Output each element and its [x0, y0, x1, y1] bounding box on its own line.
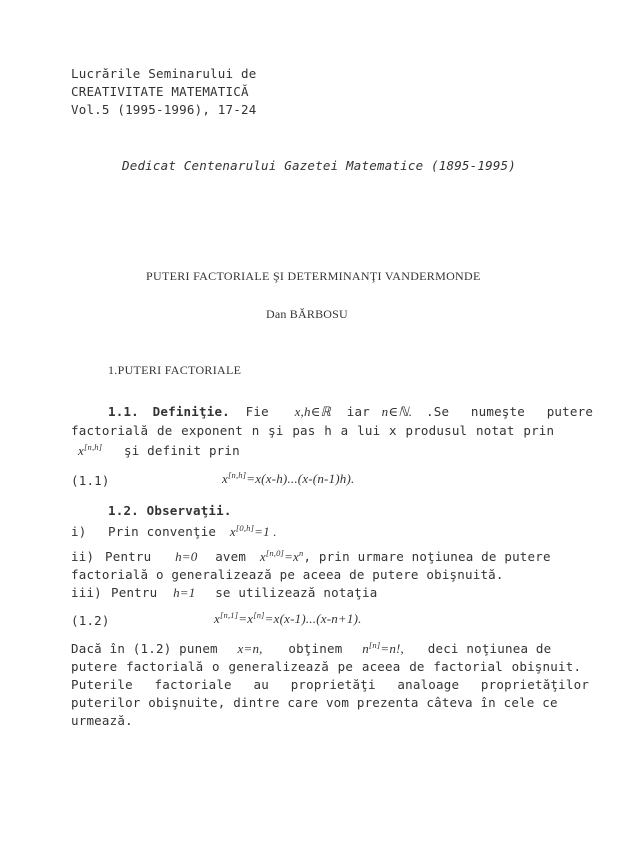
para-l1-b: obţinem: [288, 641, 343, 656]
header-line-2: CREATIVITATE MATEMATICĂ: [71, 84, 249, 99]
definition-text-c: .Se numeşte putere: [426, 404, 594, 419]
paragraph-line-2: putere factorială o generalizează pe aceea de factorial obişnuit.: [71, 659, 582, 674]
observation-i: [108, 524, 277, 540]
eq2-lhs-base: x: [214, 611, 220, 626]
para-l1-m2-rhs: =n!,: [380, 641, 405, 656]
obs-ii-text-1: Pentru: [105, 549, 152, 564]
definition-label: Definiţie.: [152, 404, 230, 419]
definition-symbol-sup: [n,h]: [83, 442, 103, 452]
eq2-rhs: =x(x-1)...(x-n+1).: [264, 611, 362, 626]
header-line-3: Vol.5 (1995-1996), 17-24: [71, 102, 257, 117]
definition-line-3: [78, 443, 240, 459]
observation-iii-label: iii): [71, 585, 102, 600]
observation-iii: [111, 585, 377, 601]
obs-ii-text-2: avem: [215, 549, 247, 564]
page-title: PUTERI FACTORIALE ŞI DETERMINANŢI VANDERMONDE: [146, 269, 481, 283]
obs-i-math-base: x: [229, 524, 236, 539]
paragraph-line-4: puterilor obişnuite, dintre care vom prezenta câteva în cele ce: [71, 695, 558, 710]
author: Dan BĂRBOSU: [266, 307, 348, 321]
para-l1-a: Dacă în (1.2) punem: [71, 641, 218, 656]
para-l1-c: deci noţiunea de: [427, 641, 552, 656]
equation-1-number: (1.1): [71, 473, 110, 488]
observations-heading: 1.2. Observaţii.: [108, 503, 232, 518]
eq1-lhs-sup: [n,h]: [227, 470, 247, 480]
observation-ii-line-1: [105, 549, 551, 565]
equation-1: [222, 471, 354, 487]
definition-line-3-tail: şi definit prin: [123, 443, 240, 458]
eq2-mid-sup: [n]: [253, 610, 265, 620]
para-l1-m2-base: n: [362, 641, 369, 656]
definition-symbol: [78, 443, 102, 458]
eq1-lhs-base: x: [222, 471, 228, 486]
observation-i-label: i): [71, 524, 87, 539]
definition-text-b: iar: [346, 404, 370, 419]
paragraph-line-1: [71, 641, 551, 657]
obs-iii-math: h=1: [173, 585, 196, 600]
obs-ii-math2-rhs: =x: [284, 549, 300, 564]
paragraph-line-5: urmează.: [71, 713, 133, 728]
definition-number: 1.1.: [108, 404, 139, 419]
definition-symbol-base: x: [78, 443, 84, 458]
eq1-rhs: =x(x-h)...(x-(n-1)h).: [246, 471, 355, 486]
eq2-mid-base: =x: [238, 611, 254, 626]
obs-ii-math2-sup: [n,0]: [265, 548, 285, 558]
obs-iii-text-2: se utilizează notaţia: [215, 585, 378, 600]
para-l1-m2-sup: [n]: [368, 640, 381, 650]
definition-text-a: Fie: [245, 404, 269, 419]
definition-math-2: n∈ℕ.: [381, 404, 413, 419]
para-l1-math-1: x=n,: [237, 641, 263, 656]
dedication: Dedicat Centenarului Gazetei Matematice (1895-1995): [122, 158, 517, 173]
section-heading: 1.PUTERI FACTORIALE: [108, 363, 242, 377]
equation-2-number: (1.2): [71, 613, 110, 628]
obs-i-math-sup: [0,h]: [235, 523, 255, 533]
definition-line-2: factorială de exponent n şi pas h a lui x produsul notat prin: [71, 423, 555, 438]
obs-ii-math-1: h=0: [175, 549, 198, 564]
obs-ii-text-3: , prin urmare noţiunea de putere: [303, 549, 551, 564]
observation-i-text: Prin convenţie: [108, 524, 217, 539]
obs-i-math-rhs: =1 .: [254, 524, 277, 539]
definition-math-1: x,h∈ℝ: [294, 404, 332, 419]
header-line-1: Lucrările Seminarului de: [71, 66, 257, 81]
definition-line-1: [108, 404, 593, 420]
obs-ii-math2-base: x: [259, 549, 266, 564]
obs-iii-text-1: Pentru: [111, 585, 158, 600]
equation-2: [214, 611, 362, 627]
obs-ii-math2-rsup: n: [299, 548, 304, 558]
eq2-lhs-sup: [n,1]: [219, 610, 239, 620]
paragraph-line-3: Puterile factoriale au proprietăţi analoage proprietăţilor: [71, 677, 590, 692]
observation-ii-line-2: factorială o generalizează pe aceea de putere obişnuită.: [71, 567, 504, 582]
observation-ii-label: ii): [71, 549, 95, 564]
